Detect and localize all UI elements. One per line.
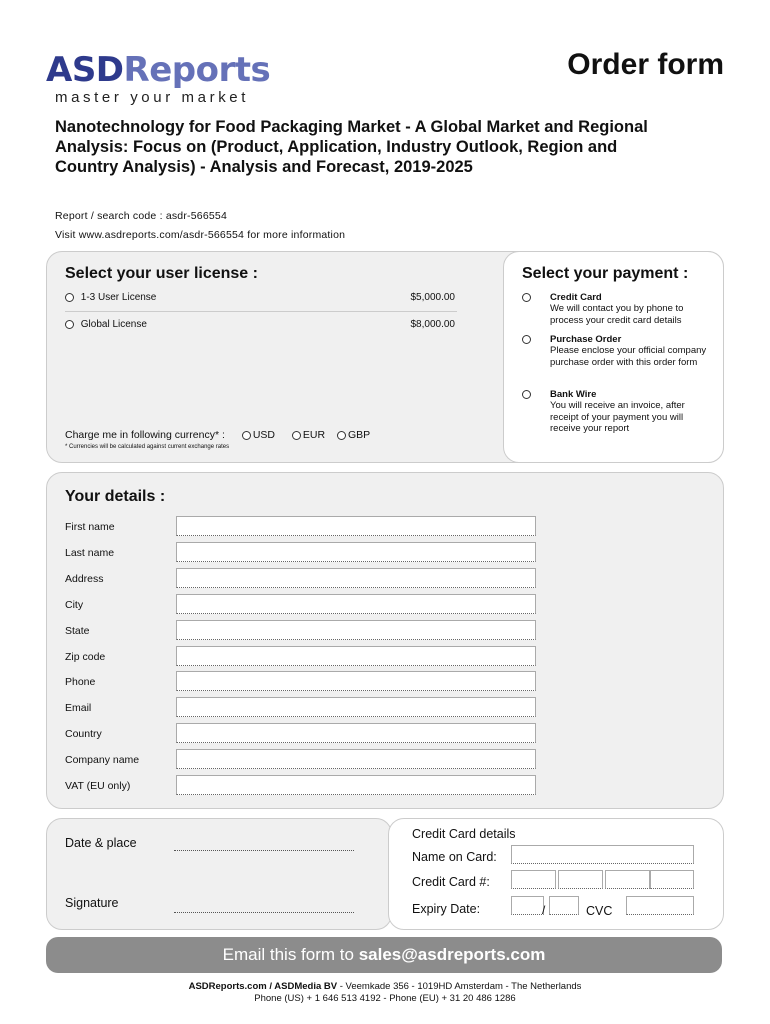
payment-option-title: Purchase Order xyxy=(550,334,622,345)
expiry-date-label: Expiry Date: xyxy=(412,902,481,916)
address-label: Address xyxy=(65,573,104,585)
card-number-field-1[interactable] xyxy=(511,870,556,889)
currency-option-gbp[interactable]: GBP xyxy=(337,429,370,441)
email-link[interactable]: sales@asdreports.com xyxy=(358,945,546,964)
payment-option-desc: You will receive an invoice, after receipt of your payment you will receive your report xyxy=(550,400,685,434)
payment-radio-credit-card[interactable] xyxy=(522,293,531,302)
company-name-label: Company name xyxy=(65,754,140,766)
currency-row xyxy=(65,429,370,441)
signature-line[interactable] xyxy=(174,911,354,913)
payment-heading: Select your payment : xyxy=(522,265,689,282)
expiry-slash: / xyxy=(542,903,546,917)
license-radio-1[interactable] xyxy=(65,293,74,302)
payment-option-title: Bank Wire xyxy=(550,389,597,400)
phone-label: Phone xyxy=(65,676,96,688)
logo-text-asd: ASD xyxy=(46,50,124,90)
vat-field[interactable] xyxy=(176,775,536,795)
currency-option-eur[interactable]: EUR xyxy=(292,429,325,441)
report-title: Nanotechnology for Food Packaging Market - A Global Market and Regional Analysis: Focus on (Product, Application, Industry Outlook, Region and Country Analysis) - Analysis and Forecast, 2019-2025 xyxy=(55,118,648,176)
payment-radio-bank-wire[interactable] xyxy=(522,390,531,399)
order-form-title: Order form xyxy=(567,48,724,81)
phone-field[interactable] xyxy=(176,671,536,691)
date-place-label: Date & place xyxy=(65,836,137,850)
card-number-field-4[interactable] xyxy=(650,870,694,889)
asdreports-logo xyxy=(46,50,270,90)
license-option-price: $5,000.00 xyxy=(410,292,455,303)
payment-radio-purchase-order[interactable] xyxy=(522,335,531,344)
address-field[interactable] xyxy=(176,568,536,588)
country-field[interactable] xyxy=(176,723,536,743)
state-field[interactable] xyxy=(176,620,536,640)
city-field[interactable] xyxy=(176,594,536,614)
cvc-label: CVC xyxy=(586,904,613,918)
license-heading: Select your user license : xyxy=(65,265,258,282)
name-on-card-label: Name on Card: xyxy=(412,850,497,864)
license-option-2[interactable] xyxy=(65,319,457,330)
payment-option-bank-wire[interactable] xyxy=(522,389,712,435)
footer-address-text: - Veemkade 356 - 1019HD Amsterdam - The Netherlands xyxy=(337,981,582,992)
logo-tagline: master your market xyxy=(55,89,249,106)
credit-card-heading: Credit Card details xyxy=(412,827,516,841)
payment-option-desc: Please enclose your official company purchase order with this order form xyxy=(550,345,707,368)
vat-label: VAT (EU only) xyxy=(65,780,131,792)
date-place-line[interactable] xyxy=(174,849,354,851)
currency-option-usd[interactable]: USD xyxy=(242,429,275,441)
signature-panel xyxy=(46,818,392,930)
card-number-label: Credit Card #: xyxy=(412,875,490,889)
details-heading: Your details : xyxy=(65,488,166,505)
logo-text-reports: Reports xyxy=(123,50,271,90)
currency-radio-gbp[interactable] xyxy=(337,431,346,440)
card-number-field-2[interactable] xyxy=(558,870,603,889)
first-name-label: First name xyxy=(65,521,115,533)
email-banner-text: Email this form to xyxy=(222,945,359,964)
currency-radio-usd[interactable] xyxy=(242,431,251,440)
cvc-field[interactable] xyxy=(626,896,694,915)
report-link-text[interactable]: Visit www.asdreports.com/asdr-566554 for more information xyxy=(55,229,346,241)
footer-address xyxy=(0,981,770,992)
footer-company: ASDReports.com / ASDMedia BV xyxy=(188,981,338,992)
email-field[interactable] xyxy=(176,697,536,717)
state-label: State xyxy=(65,625,90,637)
license-option-price: $8,000.00 xyxy=(410,319,455,330)
payment-option-desc: We will contact you by phone to process your credit card details xyxy=(550,303,684,326)
currency-note: * Currencies will be calculated against current exchange rates xyxy=(65,444,230,450)
report-code: Report / search code : asdr-566554 xyxy=(55,210,227,222)
email-banner xyxy=(46,937,722,973)
email-label: Email xyxy=(65,702,92,714)
license-option-label: 1-3 User License xyxy=(80,292,157,303)
currency-label: Charge me in following currency* : xyxy=(65,429,225,441)
license-option-1[interactable] xyxy=(65,292,457,303)
zip-code-label: Zip code xyxy=(65,651,106,663)
expiry-month-field[interactable] xyxy=(511,896,544,915)
last-name-label: Last name xyxy=(65,547,115,559)
country-label: Country xyxy=(65,728,102,740)
footer-phone: Phone (US) + 1 646 513 4192 - Phone (EU) + 31 20 486 1286 xyxy=(254,993,516,1004)
signature-label: Signature xyxy=(65,896,119,910)
payment-option-credit-card[interactable] xyxy=(522,292,712,326)
last-name-field[interactable] xyxy=(176,542,536,562)
license-divider xyxy=(65,311,457,312)
zip-code-field[interactable] xyxy=(176,646,536,666)
expiry-year-field[interactable] xyxy=(549,896,579,915)
payment-option-purchase-order[interactable] xyxy=(522,334,712,368)
license-radio-2[interactable] xyxy=(65,320,74,329)
currency-radio-eur[interactable] xyxy=(292,431,301,440)
payment-option-title: Credit Card xyxy=(550,292,602,303)
first-name-field[interactable] xyxy=(176,516,536,536)
license-option-label: Global License xyxy=(80,319,147,330)
name-on-card-field[interactable] xyxy=(511,845,694,864)
company-name-field[interactable] xyxy=(176,749,536,769)
city-label: City xyxy=(65,599,84,611)
card-number-field-3[interactable] xyxy=(605,870,650,889)
